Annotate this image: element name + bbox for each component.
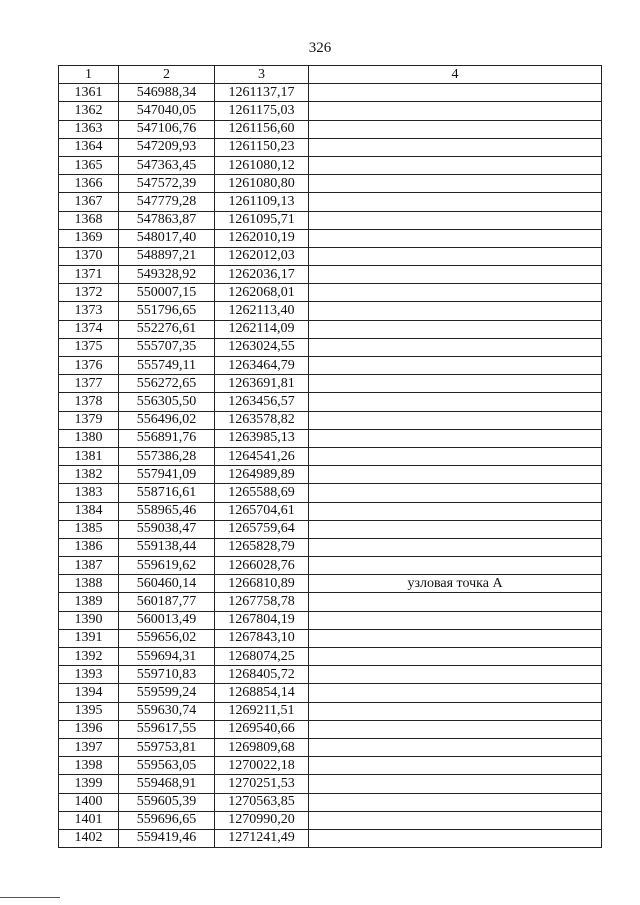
y-coordinate-cell: 1261109,13	[215, 193, 309, 211]
x-coordinate-cell: 547779,28	[119, 193, 215, 211]
x-coordinate-cell: 547572,39	[119, 175, 215, 193]
y-coordinate-cell: 1266810,89	[215, 575, 309, 593]
x-coordinate-cell: 547106,76	[119, 120, 215, 138]
point-number-cell: 1400	[59, 793, 119, 811]
column-header-1: 1	[59, 66, 119, 84]
note-cell	[309, 138, 602, 156]
y-coordinate-cell: 1264541,26	[215, 447, 309, 465]
column-header-4: 4	[309, 66, 602, 84]
point-number-cell: 1382	[59, 466, 119, 484]
footer-divider	[0, 897, 60, 898]
y-coordinate-cell: 1261156,60	[215, 120, 309, 138]
note-cell	[309, 775, 602, 793]
point-number-cell: 1368	[59, 211, 119, 229]
y-coordinate-cell: 1263578,82	[215, 411, 309, 429]
point-number-cell: 1401	[59, 811, 119, 829]
table-row	[59, 593, 602, 611]
table-row	[59, 775, 602, 793]
note-cell	[309, 720, 602, 738]
y-coordinate-cell: 1270990,20	[215, 811, 309, 829]
table-row	[59, 193, 602, 211]
point-number-cell: 1387	[59, 557, 119, 575]
x-coordinate-cell: 559694,31	[119, 648, 215, 666]
table-row	[59, 738, 602, 756]
table-row	[59, 120, 602, 138]
note-cell	[309, 266, 602, 284]
point-number-cell: 1377	[59, 375, 119, 393]
y-coordinate-cell: 1262114,09	[215, 320, 309, 338]
note-cell	[309, 557, 602, 575]
note-cell	[309, 302, 602, 320]
x-coordinate-cell: 559617,55	[119, 720, 215, 738]
point-number-cell: 1379	[59, 411, 119, 429]
point-number-cell: 1376	[59, 357, 119, 375]
point-number-cell: 1392	[59, 648, 119, 666]
note-cell	[309, 629, 602, 647]
note-cell	[309, 84, 602, 102]
note-cell	[309, 666, 602, 684]
table-row	[59, 284, 602, 302]
note-cell	[309, 684, 602, 702]
point-number-cell: 1386	[59, 538, 119, 556]
y-coordinate-cell: 1263691,81	[215, 375, 309, 393]
table-row	[59, 648, 602, 666]
point-number-cell: 1370	[59, 247, 119, 265]
y-coordinate-cell: 1261175,03	[215, 102, 309, 120]
y-coordinate-cell: 1267804,19	[215, 611, 309, 629]
table-row	[59, 702, 602, 720]
x-coordinate-cell: 548017,40	[119, 229, 215, 247]
column-header-3: 3	[215, 66, 309, 84]
point-number-cell: 1384	[59, 502, 119, 520]
x-coordinate-cell: 558965,46	[119, 502, 215, 520]
table-row	[59, 266, 602, 284]
x-coordinate-cell: 559138,44	[119, 538, 215, 556]
note-cell	[309, 175, 602, 193]
table-row	[59, 447, 602, 465]
point-number-cell: 1385	[59, 520, 119, 538]
note-cell	[309, 211, 602, 229]
x-coordinate-cell: 555707,35	[119, 338, 215, 356]
x-coordinate-cell: 559753,81	[119, 738, 215, 756]
note-cell	[309, 193, 602, 211]
y-coordinate-cell: 1265588,69	[215, 484, 309, 502]
note-cell	[309, 793, 602, 811]
x-coordinate-cell: 552276,61	[119, 320, 215, 338]
table-row	[59, 338, 602, 356]
x-coordinate-cell: 556496,02	[119, 411, 215, 429]
note-cell	[309, 320, 602, 338]
x-coordinate-cell: 556891,76	[119, 429, 215, 447]
y-coordinate-cell: 1263464,79	[215, 357, 309, 375]
point-number-cell: 1394	[59, 684, 119, 702]
y-coordinate-cell: 1265828,79	[215, 538, 309, 556]
note-cell	[309, 429, 602, 447]
table-row	[59, 320, 602, 338]
y-coordinate-cell: 1269540,66	[215, 720, 309, 738]
point-number-cell: 1361	[59, 84, 119, 102]
x-coordinate-cell: 559696,65	[119, 811, 215, 829]
note-cell	[309, 411, 602, 429]
table-row	[59, 684, 602, 702]
table-row	[59, 393, 602, 411]
x-coordinate-cell: 549328,92	[119, 266, 215, 284]
note-cell	[309, 120, 602, 138]
y-coordinate-cell: 1263456,57	[215, 393, 309, 411]
x-coordinate-cell: 559710,83	[119, 666, 215, 684]
note-cell	[309, 811, 602, 829]
table-row	[59, 829, 602, 847]
y-coordinate-cell: 1265704,61	[215, 502, 309, 520]
table-body	[59, 84, 602, 848]
table-row	[59, 466, 602, 484]
x-coordinate-cell: 555749,11	[119, 357, 215, 375]
y-coordinate-cell: 1267758,78	[215, 593, 309, 611]
y-coordinate-cell: 1261137,17	[215, 84, 309, 102]
table-row	[59, 575, 602, 593]
note-cell	[309, 829, 602, 847]
table-row	[59, 502, 602, 520]
x-coordinate-cell: 559419,46	[119, 829, 215, 847]
y-coordinate-cell: 1262012,03	[215, 247, 309, 265]
x-coordinate-cell: 560460,14	[119, 575, 215, 593]
point-number-cell: 1389	[59, 593, 119, 611]
table-row	[59, 211, 602, 229]
x-coordinate-cell: 560013,49	[119, 611, 215, 629]
x-coordinate-cell: 559605,39	[119, 793, 215, 811]
point-number-cell: 1366	[59, 175, 119, 193]
x-coordinate-cell: 559656,02	[119, 629, 215, 647]
note-cell	[309, 357, 602, 375]
table-row	[59, 429, 602, 447]
y-coordinate-cell: 1263985,13	[215, 429, 309, 447]
point-number-cell: 1381	[59, 447, 119, 465]
x-coordinate-cell: 559563,05	[119, 757, 215, 775]
table-row	[59, 611, 602, 629]
table-row	[59, 793, 602, 811]
x-coordinate-cell: 557386,28	[119, 447, 215, 465]
x-coordinate-cell: 559468,91	[119, 775, 215, 793]
note-cell	[309, 447, 602, 465]
x-coordinate-cell: 560187,77	[119, 593, 215, 611]
y-coordinate-cell: 1269809,68	[215, 738, 309, 756]
y-coordinate-cell: 1261080,80	[215, 175, 309, 193]
y-coordinate-cell: 1262036,17	[215, 266, 309, 284]
table-row	[59, 102, 602, 120]
table-row	[59, 175, 602, 193]
x-coordinate-cell: 547863,87	[119, 211, 215, 229]
point-number-cell: 1383	[59, 484, 119, 502]
table-row	[59, 302, 602, 320]
table-row	[59, 357, 602, 375]
point-number-cell: 1388	[59, 575, 119, 593]
table-row	[59, 811, 602, 829]
point-number-cell: 1372	[59, 284, 119, 302]
y-coordinate-cell: 1262010,19	[215, 229, 309, 247]
table-row	[59, 720, 602, 738]
x-coordinate-cell: 559619,62	[119, 557, 215, 575]
point-number-cell: 1374	[59, 320, 119, 338]
y-coordinate-cell: 1267843,10	[215, 629, 309, 647]
y-coordinate-cell: 1270022,18	[215, 757, 309, 775]
note-cell	[309, 375, 602, 393]
table-row	[59, 156, 602, 174]
x-coordinate-cell: 559038,47	[119, 520, 215, 538]
point-number-cell: 1365	[59, 156, 119, 174]
table-row	[59, 138, 602, 156]
y-coordinate-cell: 1261080,12	[215, 156, 309, 174]
point-number-cell: 1391	[59, 629, 119, 647]
note-cell	[309, 538, 602, 556]
point-number-cell: 1375	[59, 338, 119, 356]
column-header-2: 2	[119, 66, 215, 84]
point-number-cell: 1390	[59, 611, 119, 629]
point-number-cell: 1380	[59, 429, 119, 447]
point-number-cell: 1393	[59, 666, 119, 684]
note-cell	[309, 520, 602, 538]
note-cell	[309, 338, 602, 356]
table-row	[59, 520, 602, 538]
table-row	[59, 375, 602, 393]
x-coordinate-cell: 550007,15	[119, 284, 215, 302]
table-row	[59, 538, 602, 556]
y-coordinate-cell: 1266028,76	[215, 557, 309, 575]
point-number-cell: 1364	[59, 138, 119, 156]
y-coordinate-cell: 1261095,71	[215, 211, 309, 229]
x-coordinate-cell: 547040,05	[119, 102, 215, 120]
table-row	[59, 484, 602, 502]
point-number-cell: 1373	[59, 302, 119, 320]
note-cell	[309, 593, 602, 611]
point-number-cell: 1402	[59, 829, 119, 847]
table-row	[59, 411, 602, 429]
x-coordinate-cell: 556305,50	[119, 393, 215, 411]
y-coordinate-cell: 1270251,53	[215, 775, 309, 793]
table-header-row	[59, 66, 602, 84]
note-cell	[309, 502, 602, 520]
y-coordinate-cell: 1269211,51	[215, 702, 309, 720]
note-cell	[309, 247, 602, 265]
note-cell	[309, 738, 602, 756]
y-coordinate-cell: 1264989,89	[215, 466, 309, 484]
y-coordinate-cell: 1271241,49	[215, 829, 309, 847]
x-coordinate-cell: 548897,21	[119, 247, 215, 265]
coordinates-table	[58, 65, 602, 848]
x-coordinate-cell: 547363,45	[119, 156, 215, 174]
note-cell: узловая точка А	[309, 575, 602, 593]
point-number-cell: 1396	[59, 720, 119, 738]
note-cell	[309, 648, 602, 666]
point-number-cell: 1363	[59, 120, 119, 138]
note-cell	[309, 156, 602, 174]
x-coordinate-cell: 559630,74	[119, 702, 215, 720]
note-cell	[309, 611, 602, 629]
point-number-cell: 1362	[59, 102, 119, 120]
table-row	[59, 757, 602, 775]
note-cell	[309, 284, 602, 302]
point-number-cell: 1378	[59, 393, 119, 411]
point-number-cell: 1371	[59, 266, 119, 284]
page-number: 326	[308, 40, 332, 56]
table-row	[59, 84, 602, 102]
point-number-cell: 1395	[59, 702, 119, 720]
y-coordinate-cell: 1270563,85	[215, 793, 309, 811]
point-number-cell: 1369	[59, 229, 119, 247]
x-coordinate-cell: 558716,61	[119, 484, 215, 502]
note-cell	[309, 393, 602, 411]
note-cell	[309, 484, 602, 502]
point-number-cell: 1367	[59, 193, 119, 211]
note-cell	[309, 757, 602, 775]
table-row	[59, 557, 602, 575]
x-coordinate-cell: 557941,09	[119, 466, 215, 484]
y-coordinate-cell: 1268074,25	[215, 648, 309, 666]
note-cell	[309, 229, 602, 247]
table-row	[59, 229, 602, 247]
note-cell	[309, 702, 602, 720]
point-number-cell: 1399	[59, 775, 119, 793]
x-coordinate-cell: 547209,93	[119, 138, 215, 156]
x-coordinate-cell: 551796,65	[119, 302, 215, 320]
x-coordinate-cell: 546988,34	[119, 84, 215, 102]
note-cell	[309, 466, 602, 484]
table-row	[59, 629, 602, 647]
y-coordinate-cell: 1262068,01	[215, 284, 309, 302]
y-coordinate-cell: 1263024,55	[215, 338, 309, 356]
point-number-cell: 1398	[59, 757, 119, 775]
table-row	[59, 247, 602, 265]
y-coordinate-cell: 1268854,14	[215, 684, 309, 702]
x-coordinate-cell: 556272,65	[119, 375, 215, 393]
point-number-cell: 1397	[59, 738, 119, 756]
x-coordinate-cell: 559599,24	[119, 684, 215, 702]
y-coordinate-cell: 1265759,64	[215, 520, 309, 538]
note-cell	[309, 102, 602, 120]
y-coordinate-cell: 1262113,40	[215, 302, 309, 320]
y-coordinate-cell: 1268405,72	[215, 666, 309, 684]
table-row	[59, 666, 602, 684]
y-coordinate-cell: 1261150,23	[215, 138, 309, 156]
